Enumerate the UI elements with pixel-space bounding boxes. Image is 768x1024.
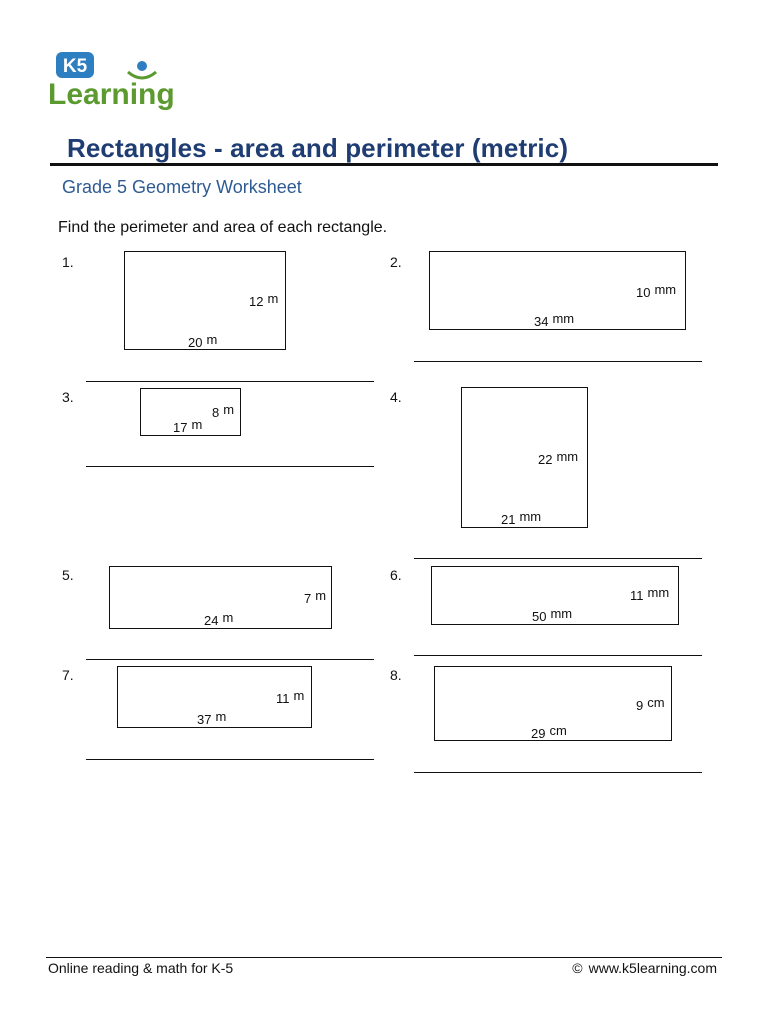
answer-line[interactable] [414,361,702,362]
width-label [204,610,234,628]
width-value: 17 [173,420,188,435]
width-label [532,606,573,624]
copyright-symbol: © [572,960,583,976]
page-subtitle: Grade 5 Geometry Worksheet [62,177,302,197]
height-value: 9 [636,698,644,713]
width-unit: m [191,417,203,432]
height-unit: m [267,291,279,306]
width-unit: m [206,332,218,347]
width-value: 29 [531,726,546,741]
logo-k5-text: K5 [62,56,88,77]
height-value: 8 [212,405,220,420]
height-unit: m [293,688,305,703]
problem-number: 8. [390,667,402,683]
width-label [188,332,218,350]
height-label [304,588,327,606]
problem-number: 3. [62,389,74,405]
answer-line[interactable] [86,381,374,382]
width-unit: m [222,610,234,625]
logo-learning-text: Learning [48,78,175,111]
k5-learning-logo [46,50,186,112]
footer-tagline: Online reading & math for K-5 [48,960,234,976]
height-label [276,688,305,706]
answer-line[interactable] [414,558,702,559]
answer-line[interactable] [86,759,374,760]
height-unit: m [223,402,235,417]
instructions: Find the perimeter and area of each rectangle. [58,219,388,236]
width-value: 50 [532,609,547,624]
width-unit: mm [519,509,542,524]
answer-line[interactable] [86,466,374,467]
height-unit: mm [556,449,579,464]
height-label [538,449,579,467]
height-value: 11 [276,691,290,706]
problem-number: 7. [62,667,74,683]
width-unit: mm [550,606,573,621]
page-title: Rectangles - area and perimeter (metric) [67,133,569,163]
answer-line[interactable] [414,655,702,656]
height-label [630,585,670,603]
problem-number: 2. [390,254,402,270]
height-unit: mm [654,282,677,297]
width-value: 21 [501,512,516,527]
width-unit: mm [552,311,575,326]
width-value: 20 [188,335,203,350]
website-link[interactable]: www.k5learning.com [588,960,717,976]
footer-website [572,960,717,976]
width-label [531,723,567,741]
width-label [197,709,227,727]
height-value: 7 [304,591,312,606]
height-label [636,695,665,713]
height-value: 12 [249,294,264,309]
problem-number: 1. [62,254,74,270]
answer-line[interactable] [86,659,374,660]
height-label [212,402,235,420]
width-label [501,509,542,527]
height-label [249,291,279,309]
width-value: 37 [197,712,212,727]
width-value: 34 [534,314,549,329]
width-unit: cm [549,723,567,738]
answer-line[interactable] [414,772,702,773]
footer-divider [46,957,722,958]
width-unit: m [215,709,227,724]
height-value: 22 [538,452,553,467]
width-value: 24 [204,613,219,628]
title-underline [50,163,718,166]
problem-number: 4. [390,389,402,405]
width-label [534,311,575,329]
height-unit: m [315,588,327,603]
width-label [173,417,203,435]
height-value: 10 [636,285,651,300]
problem-number: 6. [390,567,402,583]
height-unit: cm [647,695,665,710]
height-unit: mm [647,585,670,600]
height-value: 11 [630,588,644,603]
height-label [636,282,677,300]
logo-graphic [46,50,186,112]
problem-number: 5. [62,567,74,583]
